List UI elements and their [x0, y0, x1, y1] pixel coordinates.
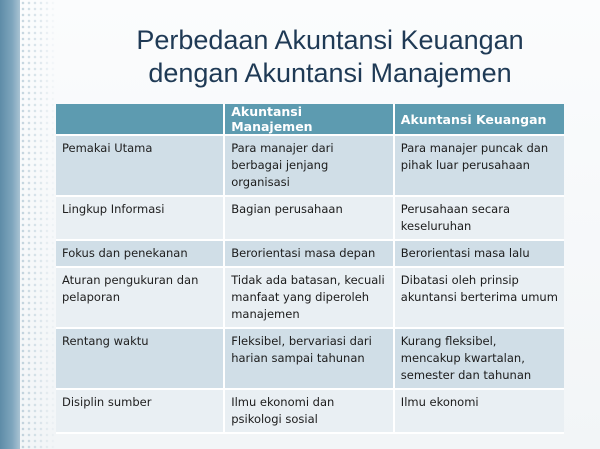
- comparison-table: [56, 104, 564, 434]
- table-row: [56, 196, 564, 240]
- cell-keuangan: Para manajer puncak dan pihak luar perusahaan: [394, 135, 564, 196]
- slide-title-line-2: dengan Akuntansi Manajemen: [148, 58, 512, 88]
- cell-manajemen: Fleksibel, bervariasi dari harian sampai tahunan: [224, 328, 394, 389]
- cell-keuangan: Kurang fleksibel, mencakup kwartalan, semester dan tahunan: [394, 328, 564, 389]
- header-cell-akuntansi-keuangan: Akuntansi Keuangan: [394, 104, 564, 135]
- cell-manajemen: Bagian perusahaan: [224, 196, 394, 240]
- cell-manajemen: Ilmu ekonomi dan psikologi sosial: [224, 389, 394, 433]
- row-label: Aturan pengukuran dan pelaporan: [56, 267, 224, 328]
- table-row: [56, 328, 564, 389]
- cell-manajemen: Tidak ada batasan, kecuali manfaat yang diperoleh manajemen: [224, 267, 394, 328]
- table-row: [56, 389, 564, 433]
- row-label: Pemakai Utama: [56, 135, 224, 196]
- table-header-row: [56, 104, 564, 135]
- header-cell-akuntansi-manajemen: Akuntansi Manajemen: [224, 104, 394, 135]
- header-cell-empty: [56, 104, 224, 135]
- cell-keuangan: Ilmu ekonomi: [394, 389, 564, 433]
- cell-manajemen: Para manajer dari berbagai jenjang organisasi: [224, 135, 394, 196]
- row-label: Rentang waktu: [56, 328, 224, 389]
- slide-title: [110, 24, 550, 90]
- decorative-dot-pattern: [20, 0, 58, 449]
- cell-manajemen: Berorientasi masa depan: [224, 240, 394, 267]
- row-label: Lingkup Informasi: [56, 196, 224, 240]
- row-label: Disiplin sumber: [56, 389, 224, 433]
- decorative-side-bar: [0, 0, 20, 449]
- row-label: Fokus dan penekanan: [56, 240, 224, 267]
- table-row: [56, 267, 564, 328]
- cell-keuangan: Dibatasi oleh prinsip akuntansi berterima umum: [394, 267, 564, 328]
- cell-keuangan: Berorientasi masa lalu: [394, 240, 564, 267]
- slide-title-line-1: Perbedaan Akuntansi Keuangan: [136, 25, 524, 55]
- table-row: [56, 240, 564, 267]
- cell-keuangan: Perusahaan secara keseluruhan: [394, 196, 564, 240]
- table-row: [56, 135, 564, 196]
